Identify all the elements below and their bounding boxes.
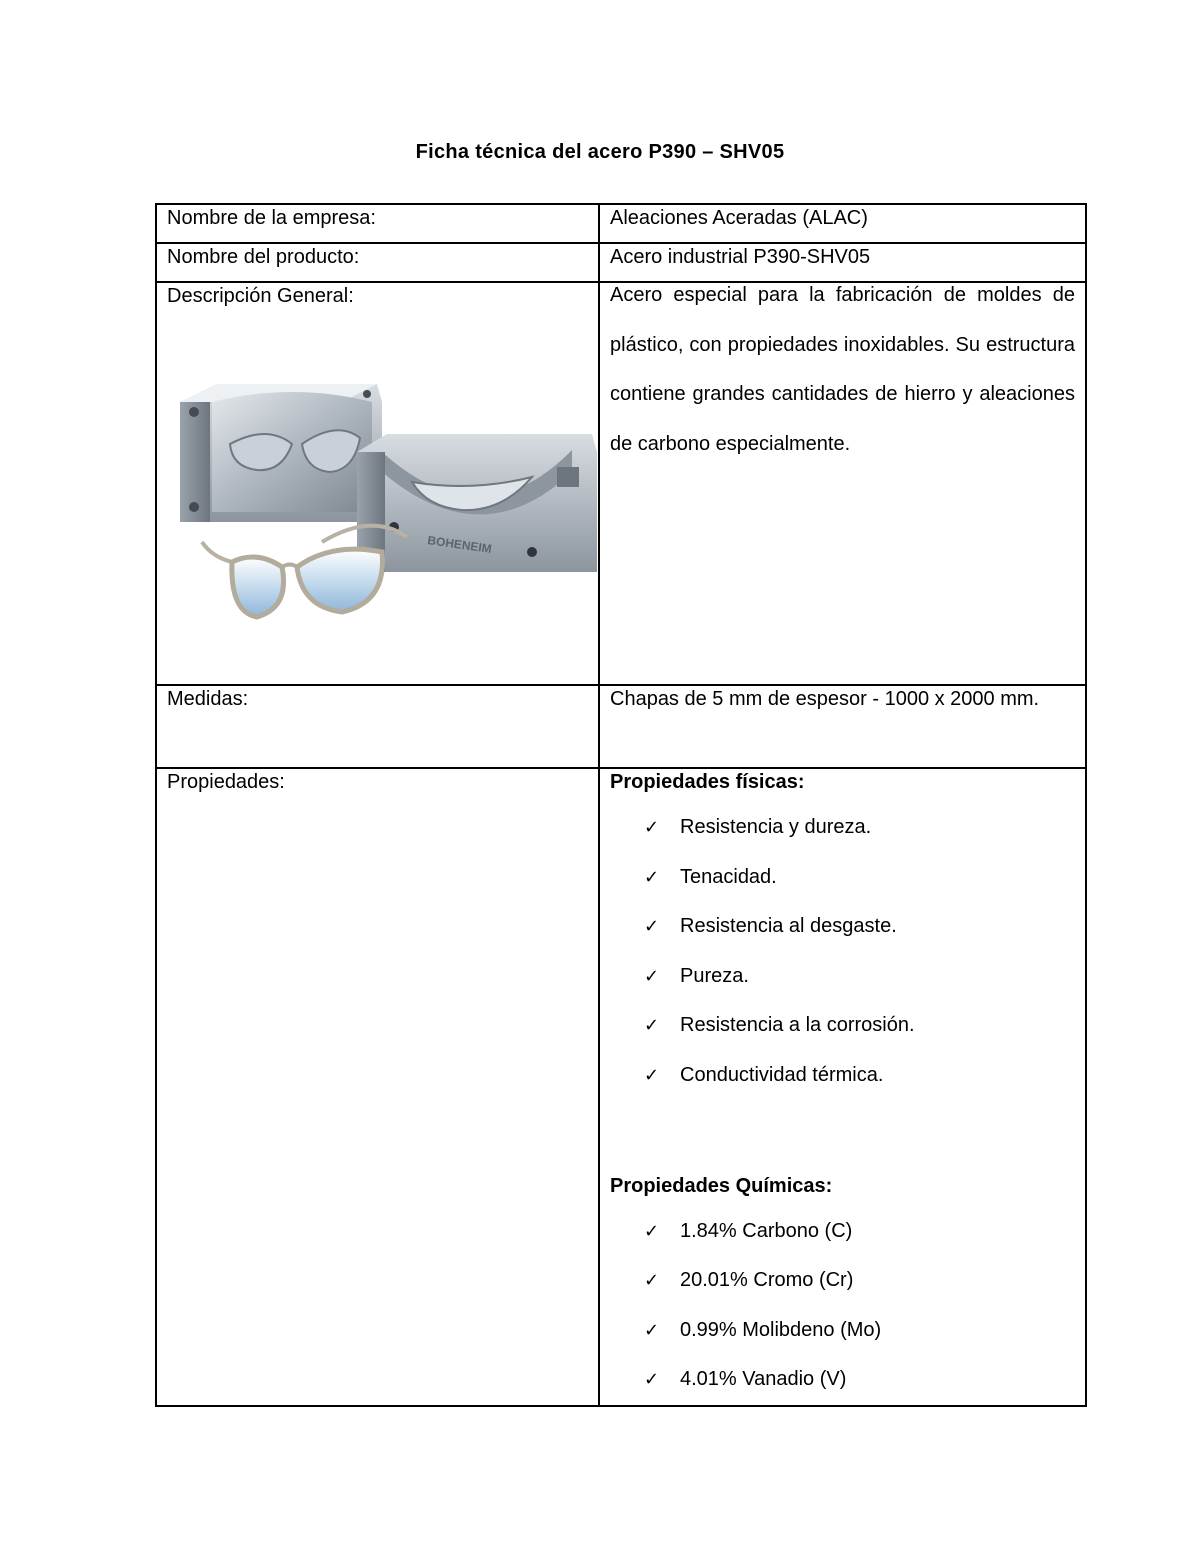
check-icon: ✓ <box>644 1270 660 1291</box>
check-icon: ✓ <box>644 916 660 937</box>
list-item: ✓ 20.01% Cromo (Cr) <box>644 1256 1075 1306</box>
mold-logo-text: BOHENEIM <box>426 533 493 556</box>
mold-and-glasses-image <box>172 372 597 632</box>
check-icon: ✓ <box>644 1369 660 1390</box>
list-item: ✓ Resistencia y dureza. <box>644 803 1075 853</box>
table-row <box>156 204 1086 243</box>
list-item: ✓ 0.99% Molibdeno (Mo) <box>644 1306 1075 1356</box>
physical-properties-list <box>610 803 1075 1101</box>
description-value: Acero especial para la fabricación de moldes de plástico, con propiedades inoxidables. Su estructura contiene grandes cantidades de hierro y aleaciones de carbono especialmente. <box>610 284 1075 455</box>
product-label: Nombre del producto: <box>156 243 599 282</box>
product-value: Acero industrial P390-SHV05 <box>599 243 1086 282</box>
table-row <box>156 768 1086 1406</box>
list-item: ✓ Resistencia al desgaste. <box>644 902 1075 952</box>
spec-table <box>155 203 1087 1407</box>
list-item: ✓ Conductividad térmica. <box>644 1051 1075 1101</box>
measures-label: Medidas: <box>156 685 599 768</box>
table-row <box>156 685 1086 768</box>
check-icon: ✓ <box>644 1220 660 1241</box>
company-label: Nombre de la empresa: <box>156 204 599 243</box>
company-value: Aleaciones Aceradas (ALAC) <box>599 204 1086 243</box>
list-item: ✓ Tenacidad. <box>644 853 1075 903</box>
check-icon: ✓ <box>644 965 660 986</box>
chemical-properties-list <box>610 1207 1075 1405</box>
properties-cell <box>599 768 1086 1406</box>
check-icon: ✓ <box>644 1064 660 1085</box>
chemical-properties-heading: Propiedades Químicas: <box>610 1174 833 1197</box>
list-item: ✓ 4.01% Vanadio (V) <box>644 1355 1075 1405</box>
spacer <box>610 1101 1075 1151</box>
properties-label: Propiedades: <box>156 768 599 1406</box>
check-icon: ✓ <box>644 866 660 887</box>
check-icon: ✓ <box>644 1015 660 1036</box>
list-item: ✓ 1.84% Carbono (C) <box>644 1207 1075 1257</box>
description-label: Descripción General: <box>167 285 354 307</box>
physical-properties-heading: Propiedades físicas: <box>610 771 805 793</box>
measures-value: Chapas de 5 mm de espesor - 1000 x 2000 mm. <box>599 685 1086 768</box>
document-title: Ficha técnica del acero P390 – SHV05 <box>415 141 785 163</box>
list-item: ✓ Pureza. <box>644 952 1075 1002</box>
table-row <box>156 282 1086 685</box>
list-item: ✓ Resistencia a la corrosión. <box>644 1001 1075 1051</box>
description-value-cell <box>599 282 1086 685</box>
check-icon: ✓ <box>644 1319 660 1340</box>
check-icon: ✓ <box>644 817 660 837</box>
description-cell <box>156 282 599 685</box>
